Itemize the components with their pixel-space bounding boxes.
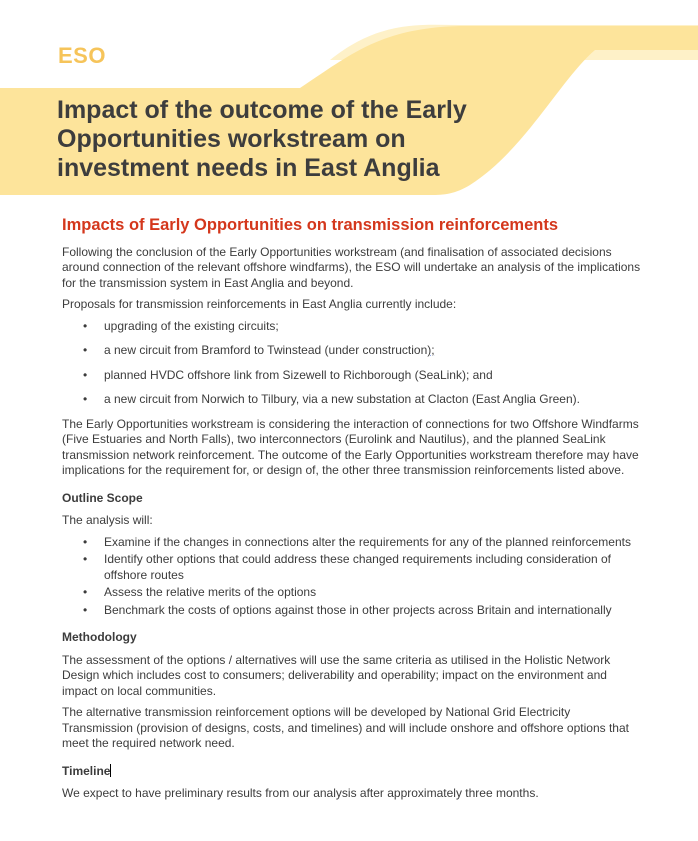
list-item xyxy=(62,585,642,601)
workstream-paragraph: The Early Opportunities workstream is considering the interaction of connections for two Offshore Windfarms (Five Estuaries and North Falls), two interconnectors (Eurolink and Nautilus), and the planned SeaLink transmission network reinforcement. The outcome of the Early Opportunities workstream therefore may have implications for the requirement for, or design of, the other three transmission reinforcements listed above. xyxy=(62,416,639,477)
list-item-text: a new circuit from Norwich to Tilbury, via a new substation at Clacton (East Anglia Green). xyxy=(104,392,580,406)
outline-scope-lead: The analysis will: xyxy=(62,513,153,527)
timeline-heading-text: Timeline xyxy=(62,763,111,778)
bullet-icon: • xyxy=(83,343,88,357)
methodology-paragraph: The alternative transmission reinforcement options will be developed by National Grid Electricity Transmission (provision of designs, costs, and timelines) and will include onshore and offshore options that meet the required network need. xyxy=(62,705,629,750)
list-item-text: Identify other options that could address these changed requirements including consideration of offshore routes xyxy=(104,552,611,582)
list-item-text: upgrading of the existing circuits; xyxy=(104,318,279,333)
timeline-paragraph: We expect to have preliminary results from our analysis after approximately three months. xyxy=(62,786,539,800)
list-item-text: Examine if the changes in connections alter the requirements for any of the planned reinforcements xyxy=(104,534,631,549)
bullet-icon: • xyxy=(83,552,88,566)
outline-scope-heading: Outline Scope xyxy=(62,490,143,505)
list-item-text: a new circuit from Bramford to Twinstead (under construction xyxy=(104,343,428,357)
bullet-icon: • xyxy=(83,367,88,382)
methodology-heading: Methodology xyxy=(62,630,137,644)
list-item xyxy=(62,319,642,335)
intro-paragraph: Following the conclusion of the Early Opportunities workstream (and finalisation of associated decisions around connection of the relevant offshore windfarms), the ESO will undertake an analysis of the implications for the transmission system in East Anglia and beyond. xyxy=(62,244,641,290)
list-item xyxy=(62,535,642,551)
bullet-icon: • xyxy=(83,585,88,599)
bullet-icon: • xyxy=(83,534,88,549)
methodology-paragraph: The assessment of the options / alternatives will use the same criteria as utilised in the Holistic Network Design which includes cost to consumers; deliverability and operability; impact on the environment and impact on local communities. xyxy=(62,652,611,698)
list-item xyxy=(62,392,642,408)
list-item xyxy=(62,552,642,583)
list-item-text: Benchmark the costs of options against those in other projects across Britain and internationally xyxy=(104,602,612,617)
timeline-heading xyxy=(62,764,642,780)
bullet-icon: • xyxy=(83,602,88,617)
eso-logo: ESO xyxy=(58,43,106,68)
section-title: Impacts of Early Opportunities on transmission reinforcements xyxy=(62,216,559,234)
list-item xyxy=(62,368,642,384)
bullet-icon: • xyxy=(83,318,88,333)
tracked-change-marker: ); xyxy=(427,343,435,357)
bullet-icon: • xyxy=(83,392,88,406)
document-body xyxy=(62,218,642,808)
list-item-text: planned HVDC offshore link from Sizewell to Richborough (SeaLink); and xyxy=(104,367,493,382)
document-title: Impact of the outcome of the Early Opportunities workstream on investment needs in East Anglia xyxy=(57,96,467,182)
list-item xyxy=(62,343,642,359)
list-item-text: Assess the relative merits of the options xyxy=(104,585,317,599)
text-cursor xyxy=(110,764,111,777)
scope-list xyxy=(62,535,642,619)
proposals-lead: Proposals for transmission reinforcements in East Anglia currently include: xyxy=(62,297,457,311)
list-item xyxy=(62,603,642,619)
proposals-list xyxy=(62,319,642,408)
